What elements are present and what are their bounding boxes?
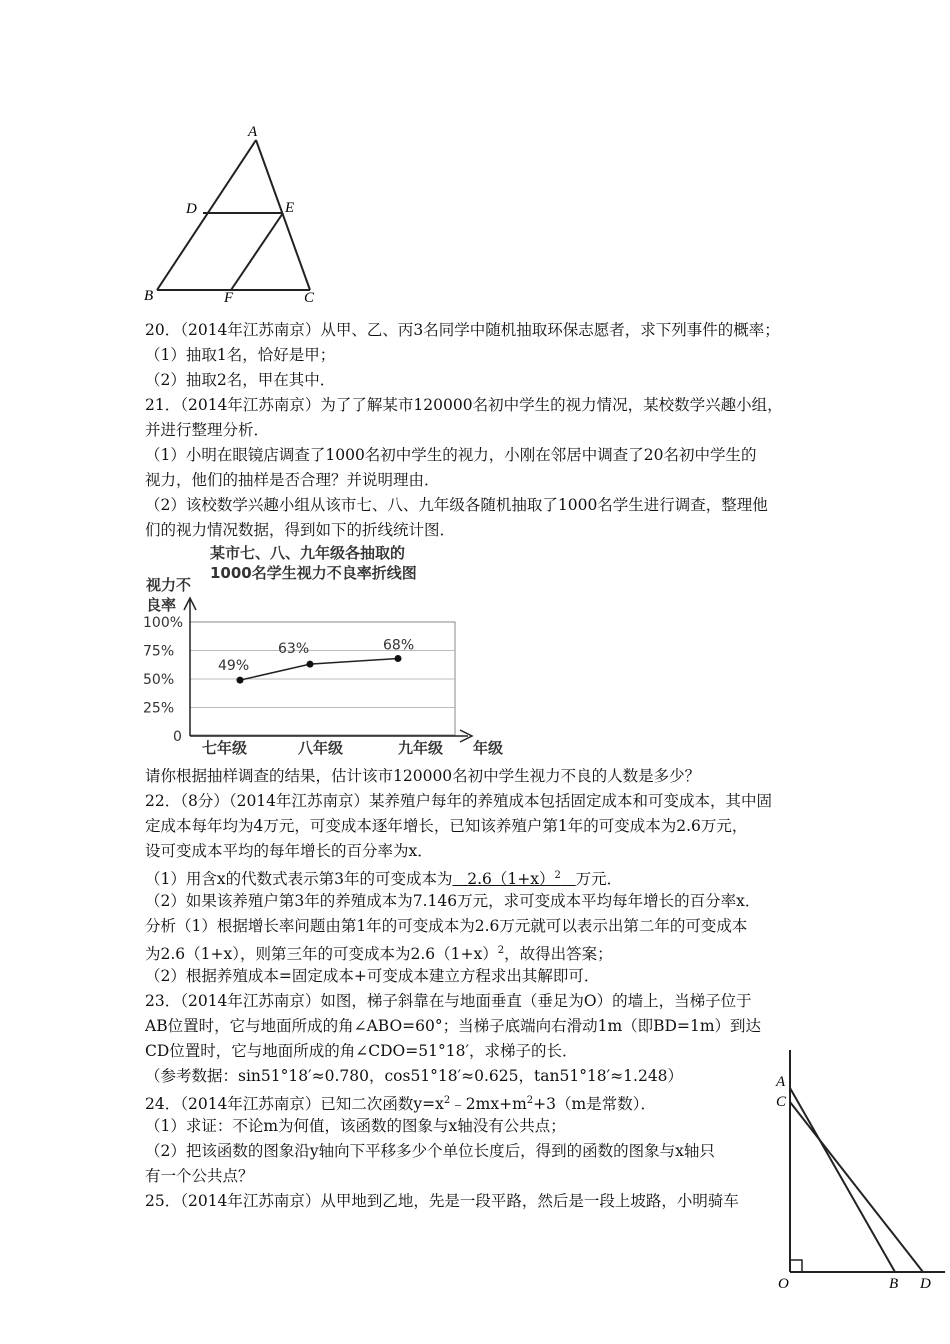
ladder-cd — [790, 1102, 923, 1272]
label-b: B — [889, 1276, 899, 1292]
right-angle-mark — [790, 1260, 802, 1272]
data-point — [237, 677, 244, 684]
ladder-figure — [770, 1040, 948, 1340]
q22-part1-answer: $2.6(1+x)^2$ — [467, 870, 561, 889]
label-e: E — [285, 200, 295, 216]
q21-part1-a: （1）小明在眼镜店调查了1000名初中学生的视力，小刚在邻居中调查了20名初中学生的 — [145, 446, 757, 464]
q22-analysis-1: 分析（1）根据增长率问题由第1年的可变成本为2.6万元就可以表示出第二年的可变成本 — [145, 917, 748, 935]
q22-part1-prefix: （1）用含x的代数式表示第3年的可变成本为 — [145, 870, 453, 889]
chart-title: 某市七、八、九年级各抽取的 — [210, 544, 406, 562]
q21-stem-1: 21．（2014年江苏南京）为了了解某市120000名初中学生的视力情况，某校数学兴趣小组， — [145, 396, 783, 414]
data-label: 63% — [278, 641, 310, 658]
label-b: B — [144, 288, 154, 304]
q24-part2-b: 有一个公共点？ — [145, 1167, 254, 1185]
label-a: A — [248, 124, 258, 140]
y-tick-label: 0 — [173, 729, 182, 745]
q21-part1-b: 视力，他们的抽样是否合理？并说明理由． — [145, 471, 440, 489]
side-ab — [157, 140, 256, 290]
data-label: 68% — [383, 637, 415, 654]
series-line — [240, 658, 398, 680]
q21-part2-b: 们的视力情况数据，得到如下的折线统计图． — [145, 521, 456, 539]
q21-stem-2: 并进行整理分析． — [145, 421, 270, 439]
q22-part2: （2）如果该养殖户第3年的养殖成本为7.146万元，求可变成本平均每年增长的百分率x． — [145, 892, 761, 910]
q24-part1: （1）求证：不论m为何值，该函数的图象与x轴没有公共点； — [145, 1117, 566, 1135]
triangle-figure — [140, 120, 340, 310]
y-tick-label: 75% — [143, 643, 175, 660]
y-tick-label: 100% — [143, 615, 184, 631]
y-tick-label: 50% — [143, 672, 175, 688]
data-label: 49% — [218, 658, 250, 675]
label-c: C — [776, 1094, 787, 1110]
q24-stem: 24．（2014年江苏南京）已知二次函数$y=x^2﹣2mx+m^2+3(m$是常数）． — [145, 1095, 656, 1114]
q21-question: 请你根据抽样调查的结果，估计该市120000名初中学生视力不良的人数是多少？ — [145, 767, 701, 785]
label-d: D — [920, 1276, 931, 1292]
ladder-ab — [790, 1088, 895, 1272]
x-tick-label: 八年级 — [298, 739, 344, 757]
q23-line-2: AB位置时，它与地面所成的角∠ABO=60°；当梯子底端向右滑动1m（即BD=1m）到达 — [145, 1017, 762, 1035]
label-c: C — [304, 290, 315, 306]
q22-part1-suffix: 万元． — [575, 870, 623, 889]
x-tick-label: 九年级 — [398, 739, 444, 757]
side-ac — [256, 140, 310, 290]
label-f: F — [224, 290, 234, 306]
label-o: O — [778, 1276, 789, 1292]
q22-stem-3: 设可变成本平均的每年增长的百分率为x． — [145, 842, 433, 860]
line-chart — [140, 540, 520, 765]
q20-part1: （1）抽取1名，恰好是甲； — [145, 346, 336, 364]
q23-line-1: 23．（2014年江苏南京）如图，梯子斜靠在与地面垂直（垂足为O）的墙上，当梯子位于 — [145, 992, 752, 1010]
q25-stem: 25．（2014年江苏南京）从甲地到乙地，先是一段平路，然后是一段上坡路，小明骑车 — [145, 1192, 739, 1210]
y-tick-label: 25% — [143, 700, 175, 717]
q22-analysis-3: （2）根据养殖成本=固定成本+可变成本建立方程求出其解即可． — [145, 967, 600, 985]
q20-part2: （2）抽取2名，甲在其中． — [145, 371, 336, 389]
chart-title-2: 1000名学生视力不良率折线图 — [210, 564, 417, 582]
q23-reference-data: （参考数据：sin51°18′≈0.780，cos51°18′≈0.625，tan51°18′≈1.248） — [145, 1067, 684, 1085]
q22-analysis-2: 为2.6（1+x），则第三年的可变成本为$2.6(1+x)^2$，故得出答案； — [145, 945, 613, 964]
q21-part2-a: （2）该校数学兴趣小组从该市七、八、九年级各随机抽取了1000名学生进行调查，整理他 — [145, 496, 768, 514]
q20-stem: 20．（2014年江苏南京）从甲、乙、丙3名同学中随机抽取环保志愿者，求下列事件的概率； — [145, 321, 780, 339]
y-axis-label-1: 视力不 — [146, 576, 192, 594]
q23-line-3: CD位置时，它与地面所成的角∠CDO=51°18′，求梯子的长． — [145, 1042, 578, 1060]
label-d: D — [186, 201, 197, 217]
segment-ef — [231, 213, 283, 290]
data-point — [307, 661, 314, 668]
q22-stem-2: 定成本每年均为4万元，可变成本逐年增长，已知该养殖户第1年的可变成本为2.6万元， — [145, 817, 748, 835]
q24-part2-a: （2）把该函数的图象沿y轴向下平移多少个单位长度后，得到的函数的图象与x轴只 — [145, 1142, 715, 1160]
data-point — [395, 655, 402, 662]
q22-stem-1: 22．（8分）（2014年江苏南京）某养殖户每年的养殖成本包括固定成本和可变成本，其中固 — [145, 792, 773, 810]
x-axis-label: 年级 — [473, 739, 504, 757]
label-a: A — [776, 1074, 786, 1090]
q22-part1 — [145, 866, 622, 889]
x-tick-label: 七年级 — [202, 739, 248, 757]
y-axis-label-2: 良率 — [146, 596, 177, 614]
